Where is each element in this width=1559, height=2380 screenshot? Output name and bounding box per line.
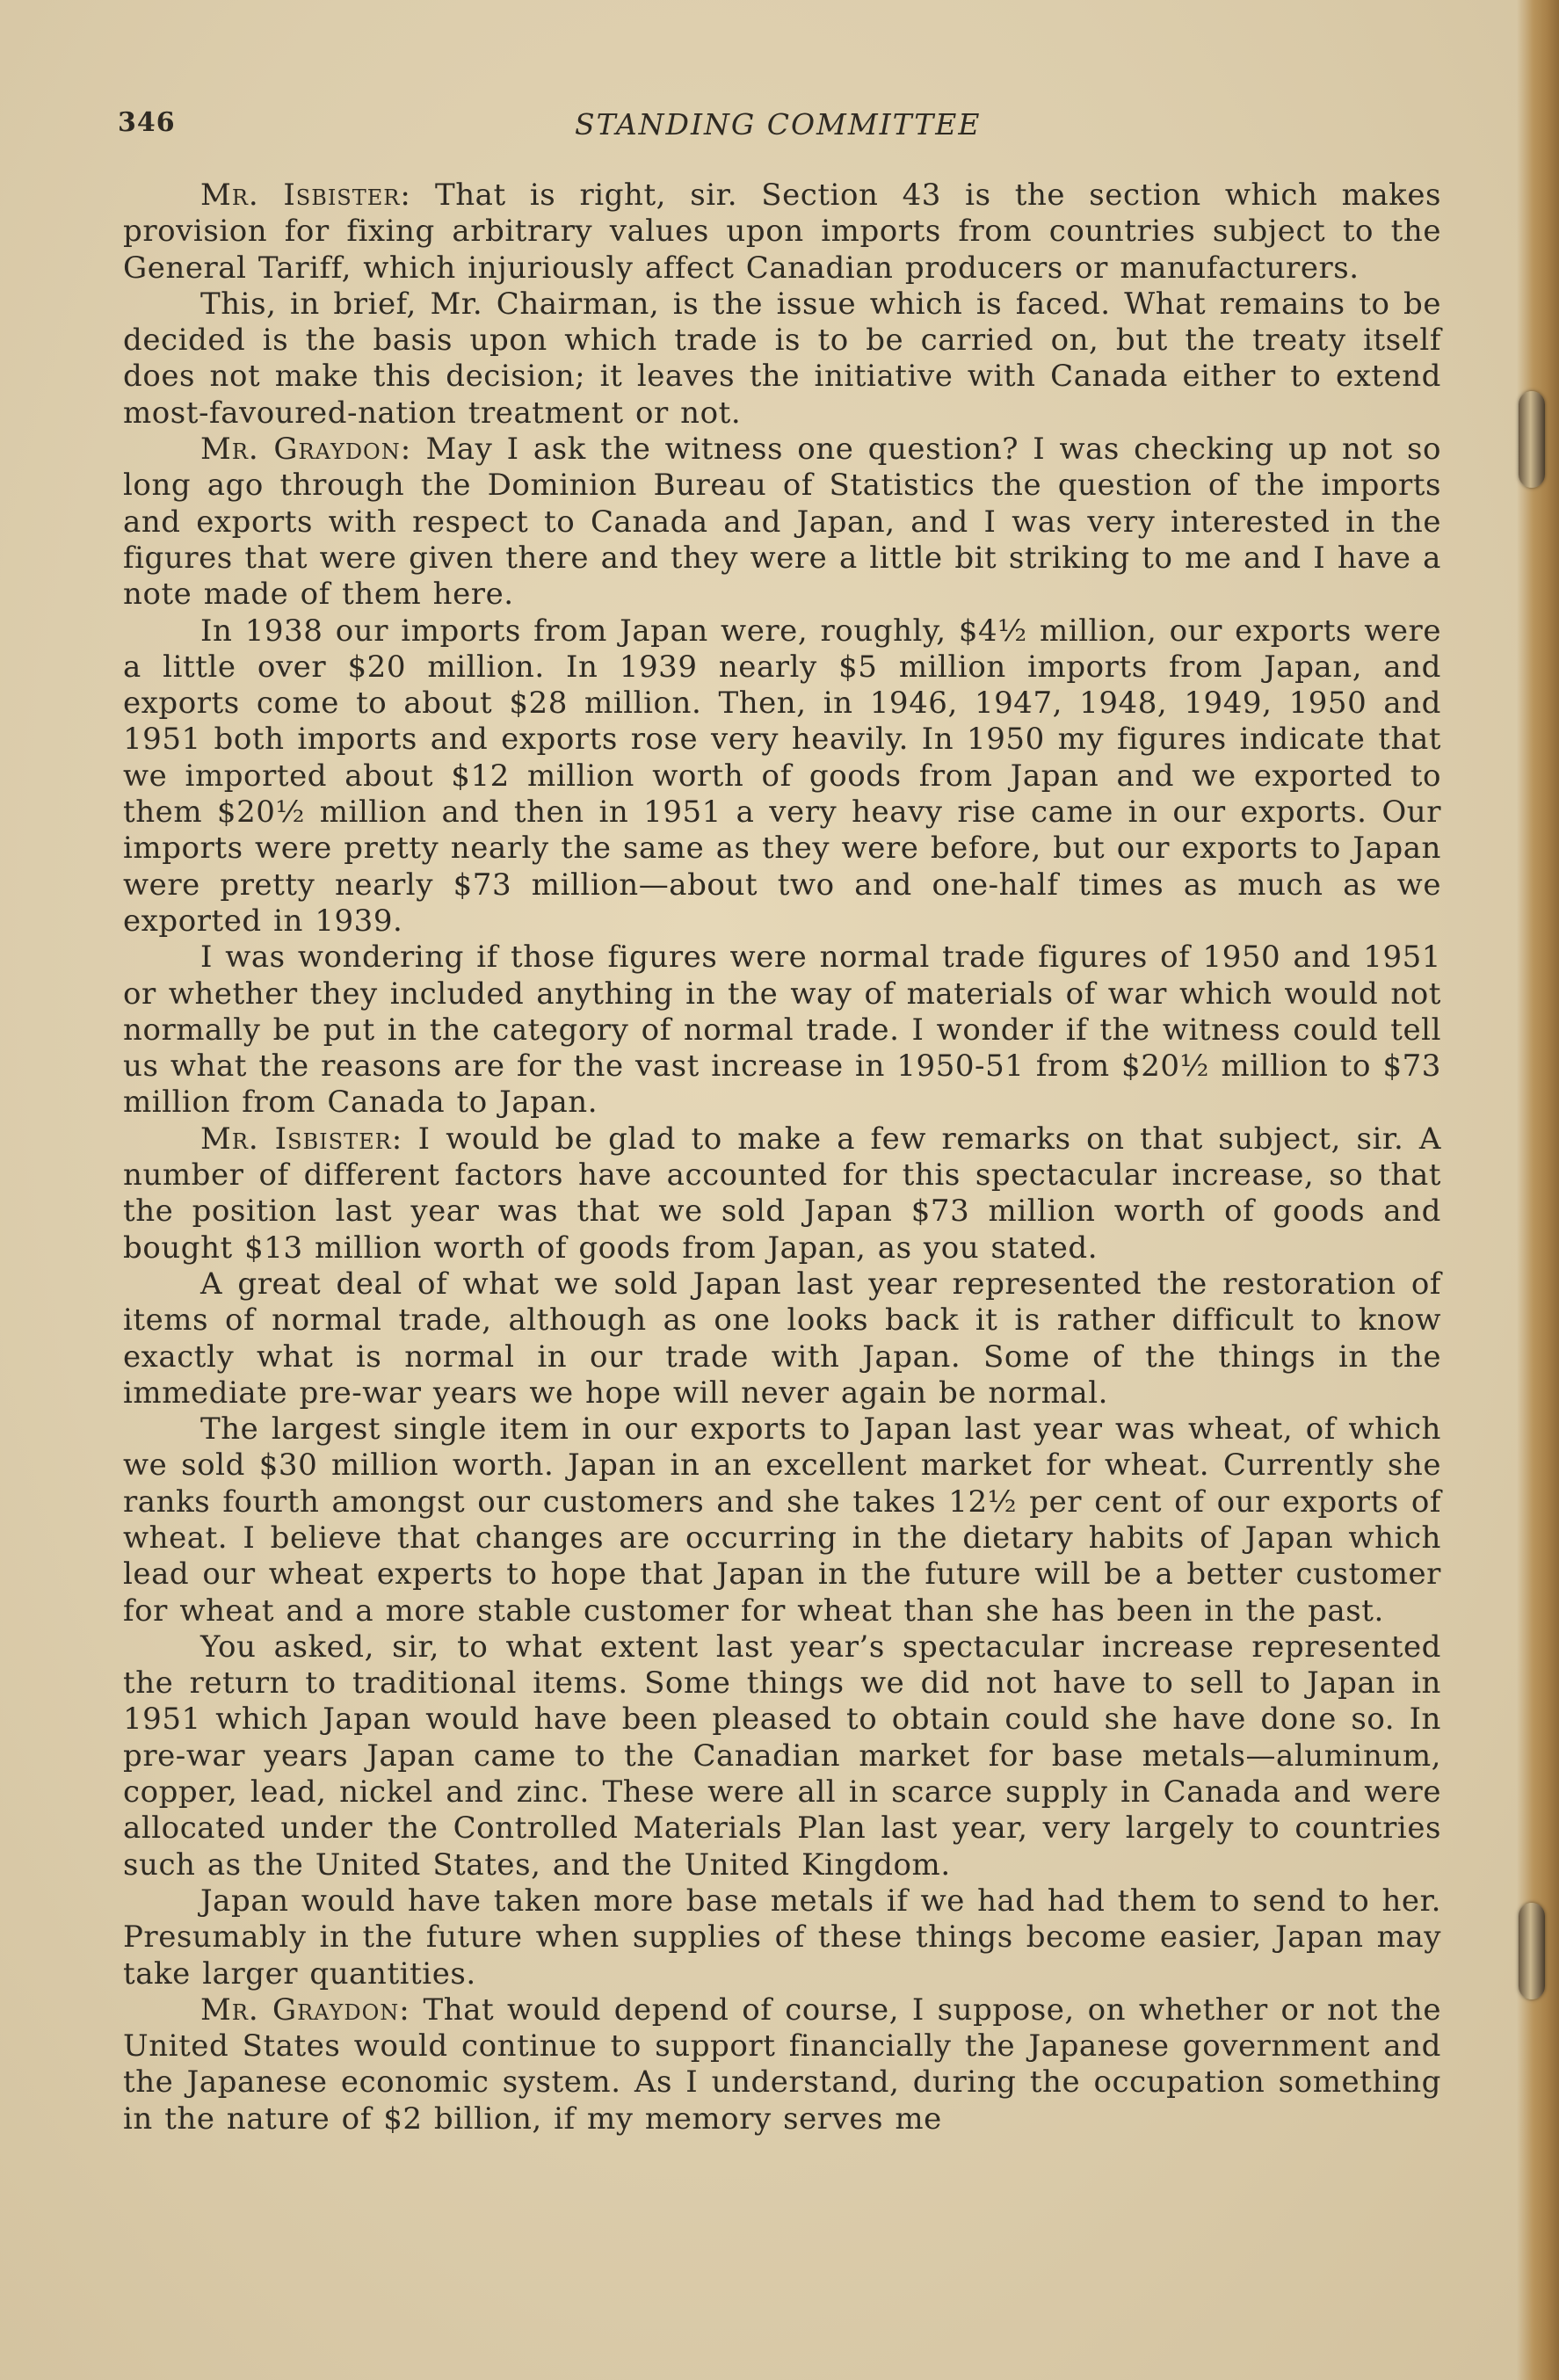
paragraph-text: That would depend of course, I suppose, on whether or not the United States would continue to support financially the Japanese government and the Japanese economic system. As I understand, during the occupation something in the nature of $2 billion, if my memory serves me bbox=[123, 1992, 1441, 2137]
running-head: STANDING COMMITTEE bbox=[575, 107, 982, 141]
paragraph-text: May I ask the witness one question? I was checking up not so long ago through the Dominion Bureau of Statistics the question of the imports and exports with respect to Canada and Japan, and I was very interested in the figures that were given there and they were a little bit striking to me and I have a note made of them here. bbox=[123, 432, 1441, 613]
paragraph-text: This, in brief, Mr. Chairman, is the issue which is faced. What remains to be decided is the basis upon which trade is to be carried on, but the treaty itself does not make this decision; it leaves the initiative with Canada either to extend most-favoured-nation treatment or not. bbox=[123, 286, 1441, 431]
body-text bbox=[123, 178, 1441, 2137]
paragraph-text: The largest single item in our exports to Japan last year was wheat, of which we sold $30 million worth. Japan in an excellent market for wheat. Currently she ranks fourth amongst our customers and she takes 12½ per cent of our exports of wheat. I believe that changes are occurring in the dietary habits of Japan which lead our wheat experts to hope that Japan in the future will be a better customer for wheat and a more stable customer for wheat than she has been in the past. bbox=[123, 1411, 1441, 1629]
paragraph bbox=[123, 1411, 1441, 1629]
paragraph bbox=[123, 613, 1441, 940]
paragraph-text: I was wondering if those figures were normal trade figures of 1950 and 1951 or whether they included anything in the way of materials of war which would not normally be put in the category of normal trade. I wonder if the witness could tell us what the reasons are for the vast increase in 1950-51 from $20½ million to $73 million from Canada to Japan. bbox=[123, 940, 1441, 1121]
paragraph bbox=[123, 1266, 1441, 1411]
paragraph bbox=[123, 940, 1441, 1121]
paragraph-text: I would be glad to make a few remarks on that subject, sir. A number of different factors have accounted for this spectacular increase, so that the position last year was that we sold Japan $73 million worth of goods and bought $13 million worth of goods from Japan, as you stated. bbox=[123, 1121, 1441, 1266]
speaker-name: Mr. Graydon: bbox=[200, 432, 412, 468]
binding-staple bbox=[1519, 1903, 1545, 1999]
paragraph bbox=[123, 178, 1441, 287]
paragraph bbox=[123, 1883, 1441, 1992]
paragraph bbox=[123, 432, 1441, 613]
paragraph-text: In 1938 our imports from Japan were, roughly, $4½ million, our exports were a little over $20 million. In 1939 nearly $5 million imports from Japan, and exports come to about $28 million. Then, in 1946, 1947, 1948, 1949, 1950 and 1951 both imports and exports rose very heavily. In 1950 my figures indicate that we imported about $12 million worth of goods from Japan and we exported to them $20½ million and then in 1951 a very heavy rise came in our exports. Our imports were pretty nearly the same as they were before, but our exports to Japan were pretty nearly $73 million—about two and one-half times as much as we exported in 1939. bbox=[123, 613, 1441, 939]
paragraph-text: Japan would have taken more base metals if we had had them to send to her. Presumably in the future when supplies of these things become easier, Japan may take larger quantities. bbox=[123, 1883, 1441, 1992]
paragraph-text: A great deal of what we sold Japan last year represented the restoration of items of normal trade, although as one looks back it is rather difficult to know exactly what is normal in our trade with Japan. Some of the things in the immediate pre-war years we hope will never again be normal. bbox=[123, 1266, 1441, 1411]
paragraph bbox=[123, 1992, 1441, 2137]
paragraph-text: That is right, sir. Section 43 is the section which makes provision for fixing arbitrary values upon imports from countries subject to the General Tariff, which injuriously affect Canadian producers or manufacturers. bbox=[123, 178, 1441, 286]
page-binding-edge bbox=[1517, 0, 1559, 2380]
speaker-name: Mr. Isbister: bbox=[200, 178, 411, 213]
paragraph bbox=[123, 287, 1441, 432]
speaker-name: Mr. Isbister: bbox=[200, 1121, 403, 1157]
page-number: 346 bbox=[118, 107, 176, 138]
paragraph bbox=[123, 1629, 1441, 1883]
paragraph-text: You asked, sir, to what extent last year’s spectacular increase represented the return to traditional items. Some things we did not have to sell to Japan in 1951 which Japan would have been pleased to obtain could she have done so. In pre-war years Japan came to the Canadian market for base metals—aluminum, copper, lead, nickel and zinc. These were all in scarce supply in Canada and were allocated under the Controlled Materials Plan last year, very largely to countries such as the United States, and the United Kingdom. bbox=[123, 1629, 1441, 1883]
speaker-name: Mr. Graydon: bbox=[200, 1992, 410, 2028]
binding-staple bbox=[1519, 391, 1545, 488]
paragraph bbox=[123, 1121, 1441, 1266]
page-header bbox=[118, 107, 1454, 151]
